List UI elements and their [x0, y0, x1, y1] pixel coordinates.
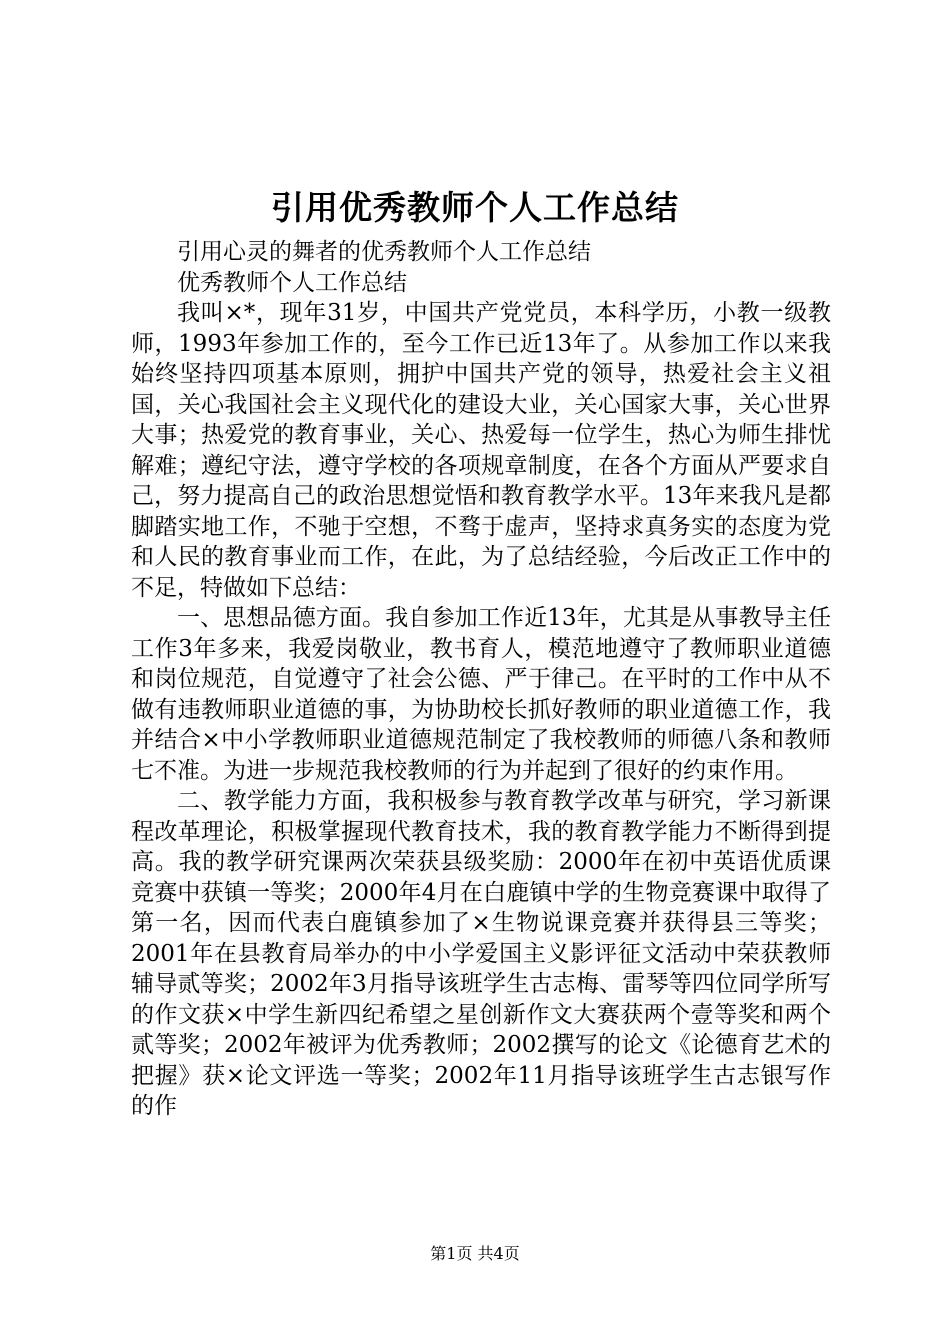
subheading-line: 优秀教师个人工作总结: [177, 269, 407, 296]
subtitle-line: 引用心灵的舞者的优秀教师个人工作总结: [177, 239, 591, 265]
document-title: 引用优秀教师个人工作总结: [271, 188, 679, 227]
page-footer: 第1页 共4页: [430, 1244, 520, 1263]
paragraph-teaching: 二、教学能力方面，我积极参与教育教学改革与研究，学习新课程改革理论，积极掌握现代教育技术，我的教育教学能力不断得到提高。我的教学研究课两次荣获县级奖励：2000年在初中英语优质课竞赛中获镇一等奖；2000年4月在白鹿镇中学的生物竞赛课中取得了第一名，因而代表白鹿镇参加了×生物说课竞赛并获得县三等奖；2001年在县教育局举办的中小学爱国主义影评征文活动中荣获教师辅导贰等奖；2002年3月指导该班学生古志梅、雷琴等四位同学所写的作文获×中学生新四纪希望之星创新作文大赛获两个壹等奖和两个贰等奖；2002年被评为优秀教师；2002撰写的论文《论德育艺术的把握》获×论文评选一等奖；2002年11月指导该班学生古志银写作的作: [131, 788, 831, 1119]
paragraph-moral: 一、思想品德方面。我自参加工作近13年，尤其是从事教导主任工作3年多来，我爱岗敬业，教书育人，模范地遵守了教师职业道德和岗位规范，自觉遵守了社会公德、严于律己。在平时的工作中从不做有违教师职业道德的事，为协助校长抓好教师的职业道德工作，我并结合×中小学教师职业道德规范制定了我校教师的师德八条和教师七不准。为进一步规范我校教师的行为并起到了很好的约束作用。: [131, 605, 831, 784]
document-body: [131, 237, 831, 1122]
paragraph-intro: 我叫×*，现年31岁，中国共产党党员，本科学历，小教一级教师，1993年参加工作的，至今工作已近13年了。从参加工作以来我始终坚持四项基本原则，拥护中国共产党的领导，热爱社会主义祖国，关心我国社会主义现代化的建设大业，关心国家大事，关心世界大事；热爱党的教育事业，关心、热爱每一位学生，热心为师生排忧解难；遵纪守法，遵守学校的各项规章制度，在各个方面从严要求自己，努力提高自己的政治思想觉悟和教育教学水平。13年来我凡是都脚踏实地工作，不驰于空想，不骛于虚声，坚持求真务实的态度为党和人民的教育事业而工作，在此，为了总结经验，今后改正工作中的不足，特做如下总结：: [131, 300, 831, 601]
